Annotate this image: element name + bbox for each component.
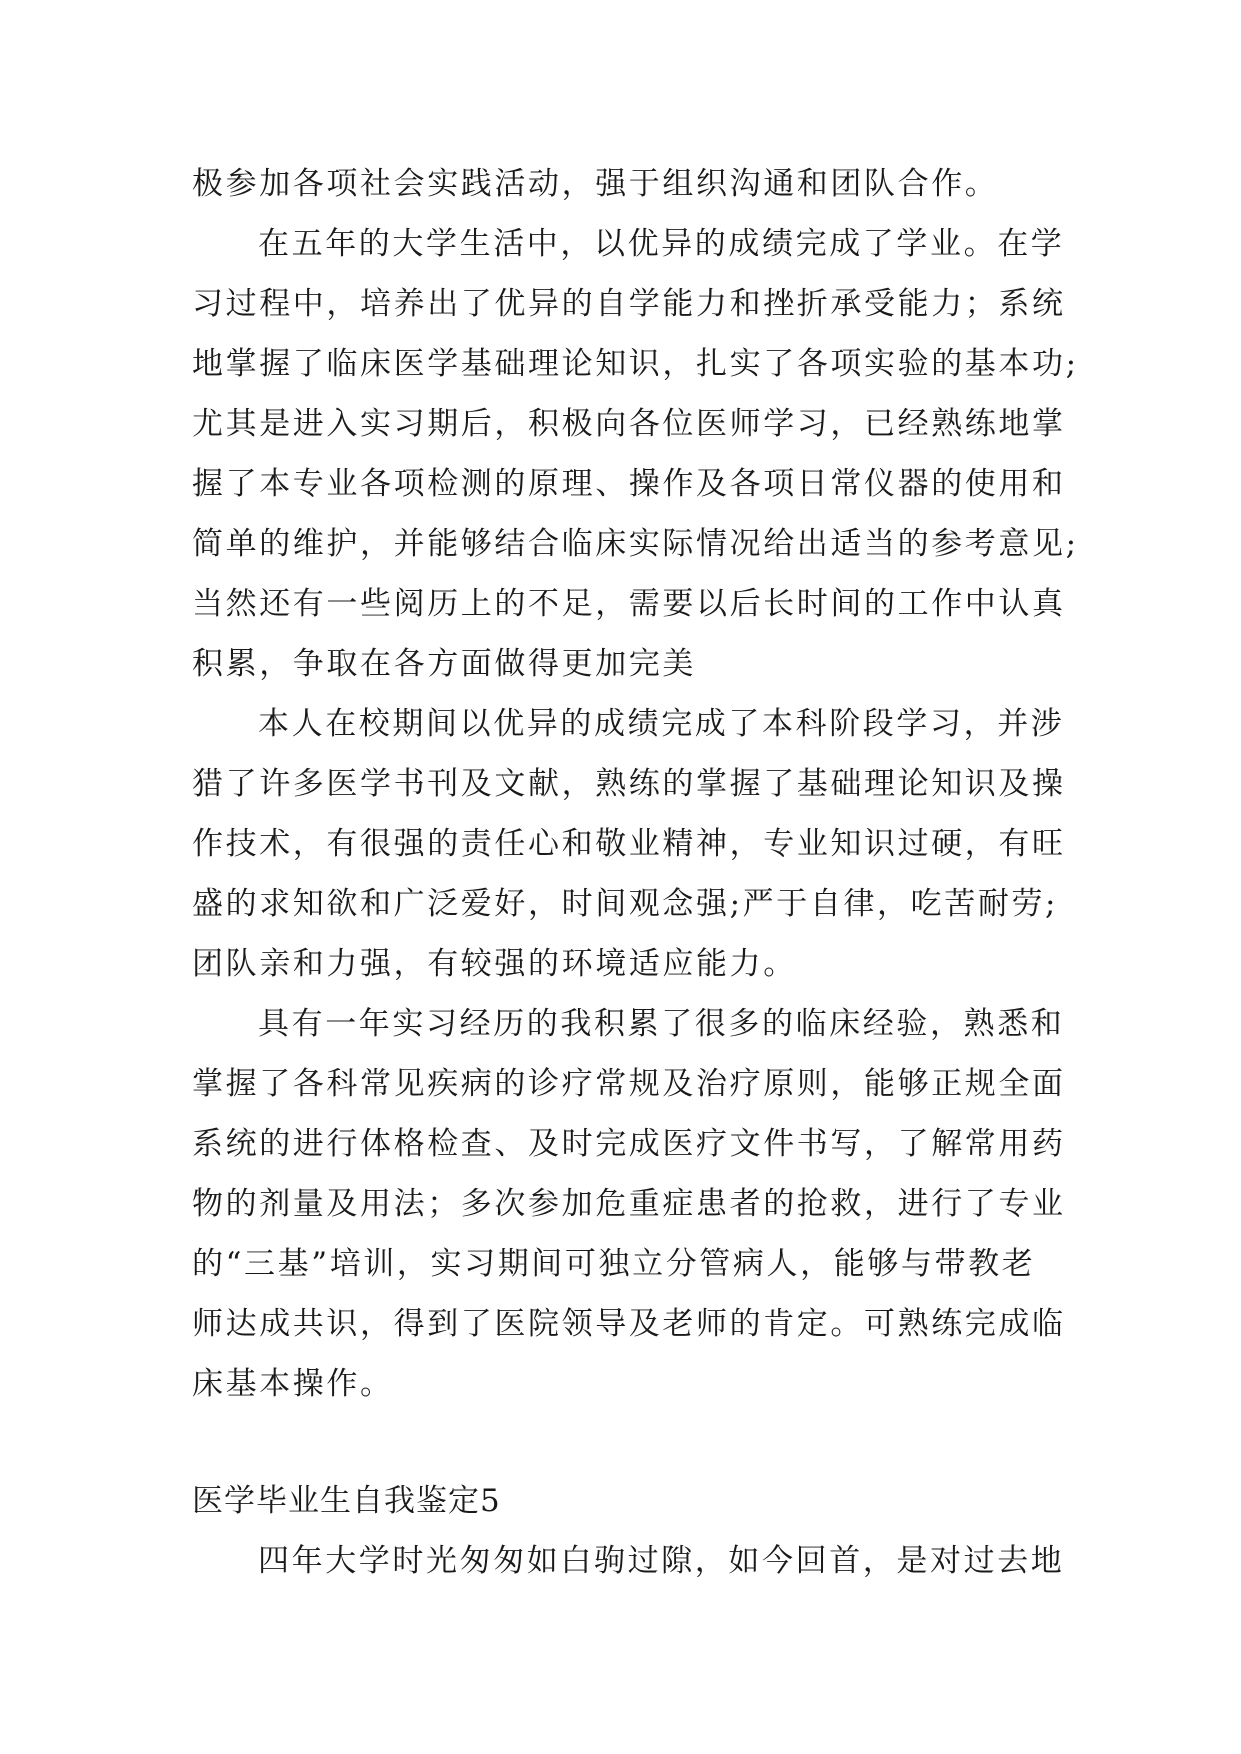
paragraph-line: 团队亲和力强，有较强的环境适应能力。 bbox=[192, 946, 797, 982]
paragraph-line: 作技术，有很强的责任心和敬业精神，专业知识过硬，有旺 bbox=[192, 826, 1066, 862]
paragraph-line: 简单的维护，并能够结合临床实际情况给出适当的参考意见; bbox=[192, 526, 1079, 562]
paragraph-line: 握了本专业各项检测的原理、操作及各项日常仪器的使用和 bbox=[192, 466, 1066, 502]
paragraph-line: 猎了许多医学书刊及文献，熟练的掌握了基础理论知识及操 bbox=[192, 766, 1066, 802]
paragraph-line: 积累，争取在各方面做得更加完美 bbox=[192, 646, 696, 682]
paragraph-line: 的“三基”培训，实习期间可独立分管病人，能够与带教老 bbox=[192, 1246, 1036, 1282]
paragraph-line: 具有一年实习经历的我积累了很多的临床经验，熟悉和 bbox=[258, 1006, 1065, 1042]
paragraph-line: 物的剂量及用法；多次参加危重症患者的抢救，进行了专业 bbox=[192, 1186, 1066, 1222]
paragraph-line: 床基本操作。 bbox=[192, 1366, 394, 1402]
paragraph-line: 当然还有一些阅历上的不足，需要以后长时间的工作中认真 bbox=[192, 586, 1066, 622]
paragraph-line: 极参加各项社会实践活动，强于组织沟通和团队合作。 bbox=[192, 166, 999, 202]
paragraph-line: 习过程中，培养出了优异的自学能力和挫折承受能力；系统 bbox=[192, 286, 1066, 322]
paragraph-line: 在五年的大学生活中，以优异的成绩完成了学业。在学 bbox=[258, 226, 1065, 262]
paragraph-line: 系统的进行体格检查、及时完成医疗文件书写，了解常用药 bbox=[192, 1126, 1066, 1162]
section-heading: 医学毕业生自我鉴定5 bbox=[192, 1483, 501, 1519]
paragraph-line: 师达成共识，得到了医院领导及老师的肯定。可熟练完成临 bbox=[192, 1306, 1066, 1342]
paragraph-line: 盛的求知欲和广泛爱好，时间观念强;严于自律，吃苦耐劳; bbox=[192, 886, 1059, 922]
paragraph-line: 四年大学时光匆匆如白驹过隙，如今回首，是对过去地 bbox=[258, 1543, 1065, 1579]
paragraph-line: 地掌握了临床医学基础理论知识，扎实了各项实验的基本功; bbox=[192, 346, 1079, 382]
paragraph-line: 本人在校期间以优异的成绩完成了本科阶段学习，并涉 bbox=[258, 706, 1065, 742]
paragraph-line: 尤其是进入实习期后，积极向各位医师学习，已经熟练地掌 bbox=[192, 406, 1066, 442]
paragraph-line: 掌握了各科常见疾病的诊疗常规及治疗原则，能够正规全面 bbox=[192, 1066, 1066, 1102]
